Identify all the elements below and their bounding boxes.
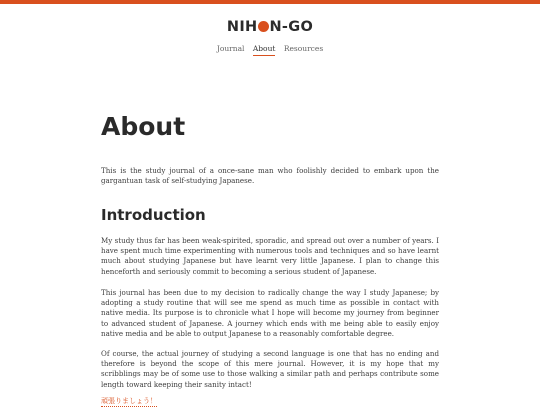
logo-text-suffix: N-GO xyxy=(269,19,314,35)
body-paragraph-3: Of course, the actual journey of studying a second language is one that has no ending and therefore is beyond the scope of this mere journal. However, it is my hope that my scribblings may be of some use to those walking a similar path and perhaps contribute some length toward keeping their sanity intact! xyxy=(101,349,439,389)
logo-circle-icon xyxy=(258,21,269,32)
site-logo[interactable] xyxy=(0,19,540,35)
top-accent-bar xyxy=(0,0,540,4)
nav-item-about[interactable]: About xyxy=(253,44,276,56)
intro-paragraph: This is the study journal of a once-sane man who foolishly decided to embark upon the gargantuan task of self-studying Japanese. xyxy=(101,166,439,186)
page-title: About xyxy=(101,112,186,141)
signoff-link[interactable]: 頑張りましょう！ xyxy=(101,397,157,405)
nav-item-resources[interactable]: Resources xyxy=(283,44,324,53)
section-heading: Introduction xyxy=(101,206,206,224)
body-paragraph-1: My study thus far has been weak-spirited, sporadic, and spread out over a number of years. I have spent much time experimenting with numerous tools and techniques and so have learnt much about studying Japanese but have learnt very little Japanese. I plan to change this henceforth and seriously commit to becoming a serious student of Japanese. xyxy=(101,236,439,276)
main-nav xyxy=(0,44,540,56)
body-paragraph-2: This journal has been due to my decision to radically change the way I study Japanese; by adopting a study routine that will see me spend as much time as possible in contact with native media. Its purpose is to chronicle what I hope will become my journey from beginner to advanced student of Japanese. A journey which ends with me being able to easily enjoy native media and be able to output Japanese to a reasonably comfortable degree. xyxy=(101,288,439,338)
logo-text-prefix: NIH xyxy=(226,19,258,35)
nav-item-journal[interactable]: Journal xyxy=(216,44,245,53)
